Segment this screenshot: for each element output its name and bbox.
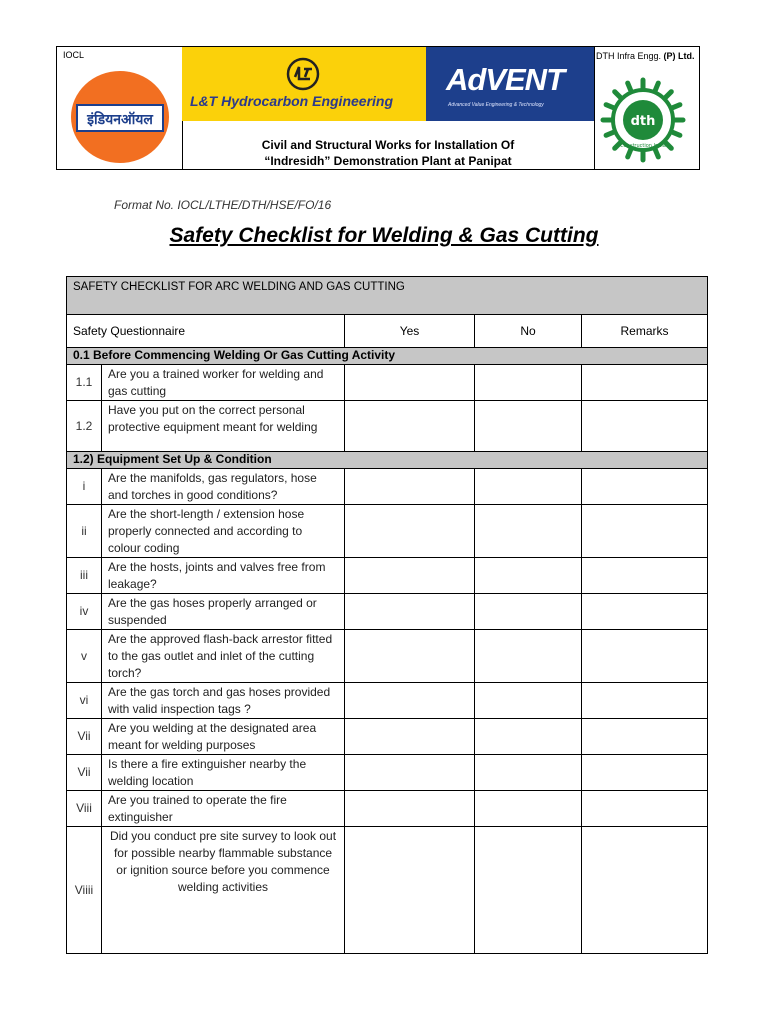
table-title-row xyxy=(67,277,708,315)
dth-logo-ring-text: Construction India xyxy=(620,143,666,149)
yes-cell[interactable] xyxy=(345,401,475,452)
safety-checklist-table xyxy=(66,276,708,954)
document-header xyxy=(56,46,700,170)
section-title: 1.2) Equipment Set Up & Condition xyxy=(67,452,708,469)
project-title-line2: “Indresidh” Demonstration Plant at Panipat xyxy=(264,154,512,168)
yes-cell[interactable] xyxy=(345,469,475,505)
table-row xyxy=(67,558,708,594)
table-row xyxy=(67,683,708,719)
table-row xyxy=(67,594,708,630)
table-row xyxy=(67,630,708,683)
row-number: 1.2 xyxy=(67,401,102,452)
row-question: Are you trained to operate the fire extinguisher xyxy=(102,791,345,827)
column-header-remarks: Remarks xyxy=(582,315,708,348)
yes-cell[interactable] xyxy=(345,630,475,683)
client-cell xyxy=(57,47,183,169)
table-row xyxy=(67,505,708,558)
row-question: Are you a trained worker for welding and gas cutting xyxy=(102,365,345,401)
yes-cell[interactable] xyxy=(345,683,475,719)
section-header-row xyxy=(67,348,708,365)
remarks-cell[interactable] xyxy=(582,558,708,594)
remarks-cell[interactable] xyxy=(582,719,708,755)
no-cell[interactable] xyxy=(475,401,582,452)
no-cell[interactable] xyxy=(475,719,582,755)
consultant-tagline: Advanced Value Engineering & Technology xyxy=(448,102,544,108)
remarks-cell[interactable] xyxy=(582,791,708,827)
subcontractor-cell xyxy=(594,47,699,169)
yes-cell[interactable] xyxy=(345,827,475,954)
no-cell[interactable] xyxy=(475,630,582,683)
advent-banner xyxy=(426,47,594,121)
row-question: Have you put on the correct personal protective equipment meant for welding xyxy=(102,401,345,452)
column-header-no: No xyxy=(475,315,582,348)
section-title: 0.1 Before Commencing Welding Or Gas Cutting Activity xyxy=(67,348,708,365)
contractor-name: L&T Hydrocarbon Engineering xyxy=(190,93,394,109)
table-title: SAFETY CHECKLIST FOR ARC WELDING AND GAS CUTTING xyxy=(67,277,708,315)
no-cell[interactable] xyxy=(475,365,582,401)
row-number: Viii xyxy=(67,791,102,827)
column-header-yes: Yes xyxy=(345,315,475,348)
table-row xyxy=(67,401,708,452)
dth-wheel-logo xyxy=(600,77,686,163)
row-question: Is there a fire extinguisher nearby the welding location xyxy=(102,755,345,791)
remarks-cell[interactable] xyxy=(582,630,708,683)
table-row xyxy=(67,469,708,505)
row-number: ii xyxy=(67,505,102,558)
row-question: Are the gas torch and gas hoses provided with valid inspection tags ? xyxy=(102,683,345,719)
no-cell[interactable] xyxy=(475,755,582,791)
row-question: Are the short-length / extension hose properly connected and according to colour coding xyxy=(102,505,345,558)
project-title xyxy=(182,137,594,169)
no-cell[interactable] xyxy=(475,505,582,558)
row-number: vi xyxy=(67,683,102,719)
row-number: i xyxy=(67,469,102,505)
yes-cell[interactable] xyxy=(345,505,475,558)
row-question: Are the gas hoses properly arranged or suspended xyxy=(102,594,345,630)
indianoil-logo-text: इंडियनऑयल xyxy=(87,112,153,128)
subcontractor-label xyxy=(596,50,696,63)
row-number: 1.1 xyxy=(67,365,102,401)
remarks-cell[interactable] xyxy=(582,505,708,558)
dth-logo-text: dth xyxy=(630,114,656,129)
remarks-cell[interactable] xyxy=(582,401,708,452)
document-title: Safety Checklist for Welding & Gas Cutting xyxy=(169,224,599,247)
row-number: Viiii xyxy=(67,827,102,954)
table-row xyxy=(67,791,708,827)
row-number: iv xyxy=(67,594,102,630)
no-cell[interactable] xyxy=(475,683,582,719)
row-question: Are the approved flash-back arrestor fitted to the gas outlet and inlet of the cutting torch? xyxy=(102,630,345,683)
table-row xyxy=(67,365,708,401)
no-cell[interactable] xyxy=(475,791,582,827)
yes-cell[interactable] xyxy=(345,594,475,630)
row-number: v xyxy=(67,630,102,683)
table-header-row xyxy=(67,315,708,348)
yes-cell[interactable] xyxy=(345,365,475,401)
yes-cell[interactable] xyxy=(345,755,475,791)
no-cell[interactable] xyxy=(475,594,582,630)
subcontractor-prefix: DTH Infra Engg. xyxy=(596,51,662,61)
subcontractor-suffix: (P) Ltd. xyxy=(661,51,695,61)
yes-cell[interactable] xyxy=(345,558,475,594)
column-header-question: Safety Questionnaire xyxy=(67,315,345,348)
row-question: Are the hosts, joints and valves free from leakage? xyxy=(102,558,345,594)
row-question: Are the manifolds, gas regulators, hose and torches in good conditions? xyxy=(102,469,345,505)
project-title-line1: Civil and Structural Works for Installation Of xyxy=(261,138,515,152)
section-header-row xyxy=(67,452,708,469)
table-row xyxy=(67,827,708,954)
remarks-cell[interactable] xyxy=(582,469,708,505)
no-cell[interactable] xyxy=(475,558,582,594)
remarks-cell[interactable] xyxy=(582,755,708,791)
row-number: iii xyxy=(67,558,102,594)
remarks-cell[interactable] xyxy=(582,594,708,630)
row-question: Did you conduct pre site survey to look out for possible nearby flammable substance or ignition source before you commence welding activities xyxy=(102,827,345,954)
consultant-name: AdVENT xyxy=(446,62,564,97)
table-row xyxy=(67,755,708,791)
indianoil-logo xyxy=(69,69,171,165)
yes-cell[interactable] xyxy=(345,719,475,755)
lt-banner xyxy=(182,47,426,121)
lt-logo-icon xyxy=(286,57,320,91)
row-number: Vii xyxy=(67,755,102,791)
remarks-cell[interactable] xyxy=(582,365,708,401)
no-cell[interactable] xyxy=(475,827,582,954)
client-label: IOCL xyxy=(63,50,85,60)
remarks-cell[interactable] xyxy=(582,827,708,954)
remarks-cell[interactable] xyxy=(582,683,708,719)
row-number: Vii xyxy=(67,719,102,755)
no-cell[interactable] xyxy=(475,469,582,505)
yes-cell[interactable] xyxy=(345,791,475,827)
contractor-cell xyxy=(182,47,595,169)
table-row xyxy=(67,719,708,755)
row-question: Are you welding at the designated area meant for welding purposes xyxy=(102,719,345,755)
format-number: Format No. IOCL/LTHE/DTH/HSE/FO/16 xyxy=(114,198,332,212)
